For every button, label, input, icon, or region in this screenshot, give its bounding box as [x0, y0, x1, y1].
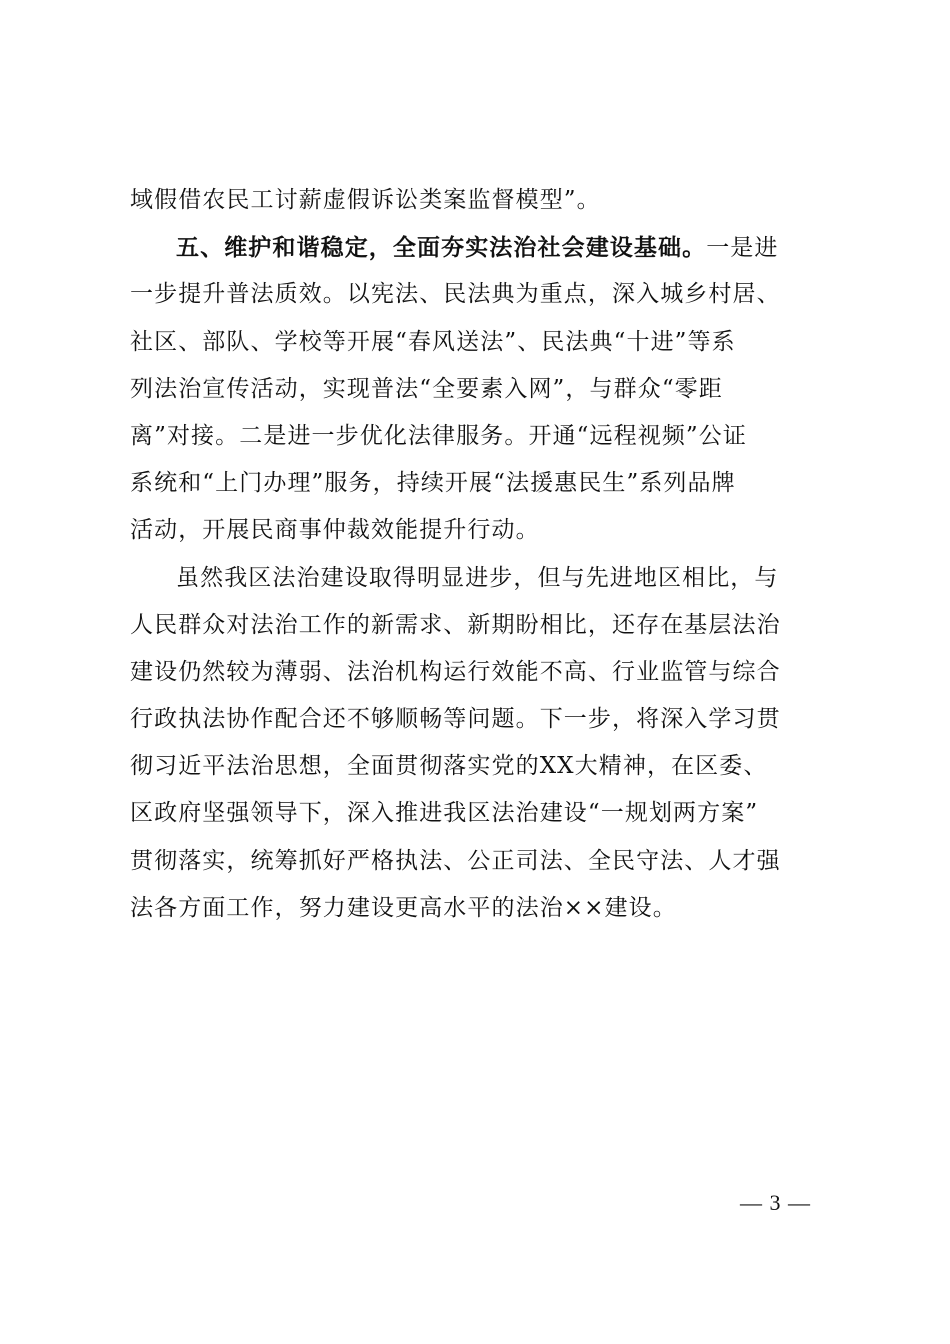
- text-line: 列法治宣传活动，实现普法“全要素入网”，与群众“零距: [130, 375, 723, 402]
- text-line: 法各方面工作，努力建设更高水平的法治××建设。: [130, 894, 677, 921]
- document-body: [130, 177, 820, 932]
- text-line: 区政府坚强领导下，深入推进我区法治建设“一规划两方案”: [130, 800, 759, 827]
- text-line: 行政执法协作配合还不够顺畅等问题。下一步，将深入学习贯: [130, 706, 781, 733]
- text-line: 贯彻落实，统筹抓好严格执法、公正司法、全民守法、人才强: [130, 847, 781, 874]
- text-line: 系统和“上门办理”服务，持续开展“法援惠民生”系列品牌: [130, 470, 736, 497]
- page-number: — 3 —: [740, 1190, 811, 1215]
- text-line: 一步提升普法质效。以宪法、民法典为重点，深入城乡村居、: [130, 281, 781, 308]
- paragraph-start-line: 虽然我区法治建设取得明显进步，但与先进地区相比，与: [176, 564, 779, 591]
- section-heading-continuation: 一是进: [706, 235, 779, 262]
- text-line: 彻习近平法治思想，全面贯彻落实党的XX大精神，在区委、: [130, 753, 768, 780]
- text-line: 建设仍然较为薄弱、法治机构运行效能不高、行业监管与综合: [130, 658, 781, 685]
- text-line: 人民群众对法治工作的新需求、新期盼相比，还存在基层法治: [130, 611, 781, 638]
- text-line: 域假借农民工讨薪虚假诉讼类案监督模型”。: [130, 187, 601, 213]
- section-heading: 五、维护和谐稳定，全面夯实法治社会建设基础。: [176, 234, 707, 262]
- text-line: 社区、部队、学校等开展“春风送法”、民法典“十进”等系: [130, 328, 736, 355]
- section-heading-line: [130, 224, 820, 271]
- text-line: 离”对接。二是进一步优化法律服务。开通“远程视频”公证: [130, 422, 747, 449]
- text-line: 活动，开展民商事仲裁效能提升行动。: [130, 517, 540, 544]
